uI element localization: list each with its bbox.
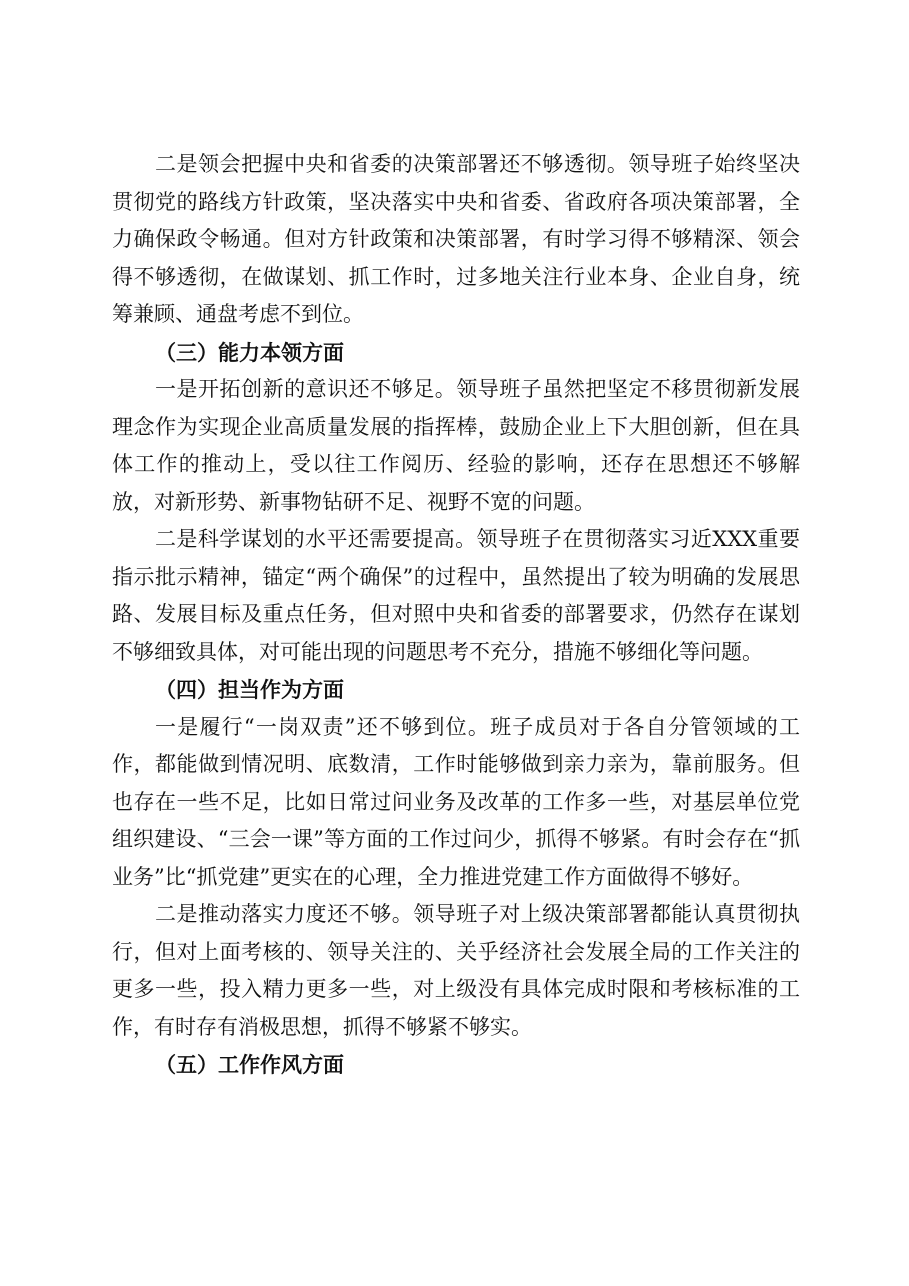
- paragraph-planning: 二是科学谋划的水平还需要提高。领导班子在贯彻落实习近XXX重要指示批示精神，锚定“两个确保”的过程中，虽然提出了较为明确的发展思路、发展目标及重点任务，但对照中央和省委的部署要求，仍然存在谋划不够细致具体，对可能出现的问题思考不充分，措施不够细化等问题。: [112, 527, 800, 664]
- paragraph-innovation: 一是开拓创新的意识还不够足。领导班子虽然把坚定不移贯彻新发展理念作为实现企业高质量发展的指挥棒，鼓励企业上下大胆创新，但在具体工作的推动上，受以往工作阅历、经验的影响，还存在思想还不够解放，对新形势、新事物钻研不足、视野不宽的问题。: [112, 377, 800, 514]
- section-heading-responsibility: （四）担当作为方面: [155, 677, 344, 702]
- section-heading-ability: （三）能力本领方面: [155, 339, 344, 365]
- paragraph-dual-duty: 一是履行“一岗双责”还不够到位。班子成员对于各自分管领域的工作，都能做到情况明、底数清，工作时能够做到亲力亲为，靠前服务。但也存在一些不足，比如日常过问业务及改革的工作多一些，对基层单位党组织建设、“三会一课”等方面的工作过问少，抓得不够紧。有时会存在“抓业务”比“抓党建”更实在的心理，全力推进党建工作方面做得不够好。: [112, 714, 800, 889]
- paragraph-comprehension: 二是领会把握中央和省委的决策部署还不够透彻。领导班子始终坚决贯彻党的路线方针政策，坚决落实中央和省委、省政府各项决策部署，全力确保政令畅通。但对方针政策和决策部署，有时学习得不够精深、领会得不够透彻，在做谋划、抓工作时，过多地关注行业本身、企业自身，统筹兼顾、通盘考虑不到位。: [112, 152, 800, 326]
- section-heading-work-style: （五）工作作风方面: [155, 1052, 344, 1077]
- document-body: [112, 146, 800, 1084]
- paragraph-implementation: 二是推动落实力度还不够。领导班子对上级决策部署都能认真贯彻执行，但对上面考核的、领导关注的、关乎经济社会发展全局的工作关注的更多一些，投入精力更多一些，对上级没有具体完成时限和考核标准的工作，有时存有消极思想，抓得不够紧不够实。: [112, 902, 800, 1039]
